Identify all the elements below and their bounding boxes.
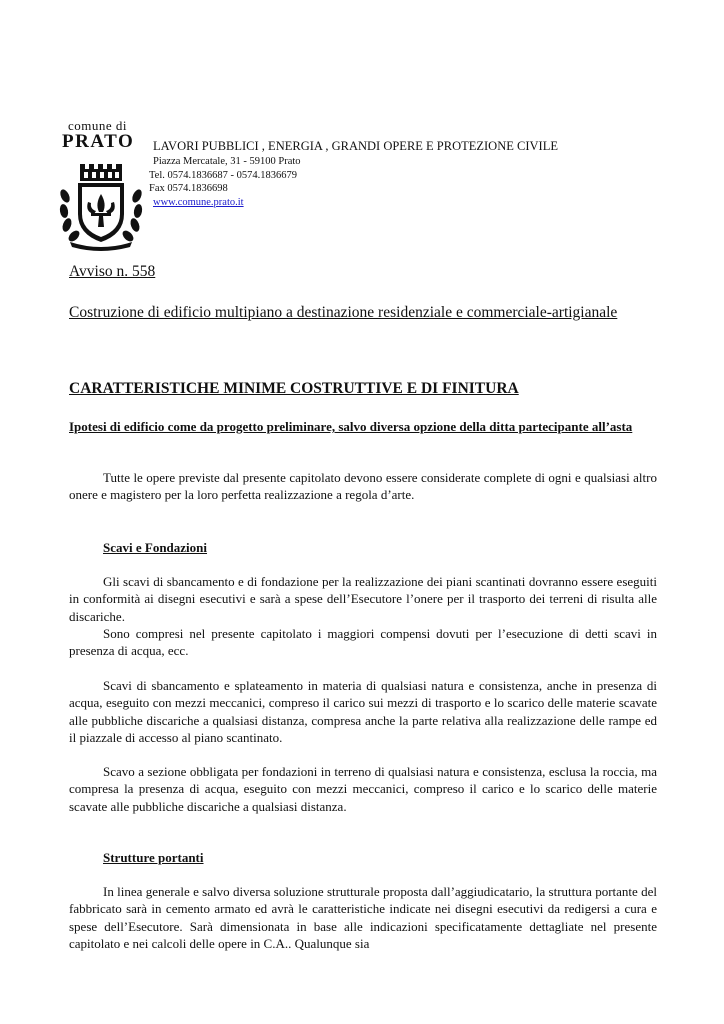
strutture-paragraph-1: In linea generale e salvo diversa soluzione strutturale proposta dall’aggiudicatario, la struttura portante del fabbricato sarà in cemento armato ed avrà le caratteristiche indicate nei disegni esecutivi da redigersi a cura e spese dell’Esecutore. Sarà dimensionata in base alle indicazioni specificatamente dettagliate nel presente capitolato e nei calcoli delle opere in C.A.. Qualunque sia: [69, 884, 657, 951]
scavi-paragraph-4: Scavo a sezione obbligata per fondazioni in terreno di qualsiasi natura e consistenza, esclusa la roccia, ma compresa la presenza di acqua, eseguito con mezzi meccanici, compreso il carico e lo scarico delle materie scavate alle pubbliche discariche a qualsiasi distanza.: [69, 764, 657, 814]
coat-of-arms-icon: [56, 156, 146, 251]
section-title-scavi: Scavi e Fondazioni: [103, 540, 208, 555]
scavi-paragraph-2: Sono compresi nel presente capitolato i maggiori compensi dovuti per l’esecuzione di detti scavi in presenza di acqua, ecc.: [69, 626, 657, 659]
fax-number: Fax 0574.1836698: [149, 183, 228, 194]
scavi-paragraph-3: Scavi di sbancamento e splateamento in materia di qualsiasi natura e consistenza, anche in presenza di acqua, eseguito con mezzi meccanici, compreso il carico sui mezzi di trasporto e lo scarico delle materie scavate alle pubbliche discariche a qualsiasi distanza, compresa anche la parte relativa alla realizzazione delle rampe ed il piazzale di accesso al piano scantinato.: [69, 678, 657, 745]
logo-prato-text: PRATO: [62, 131, 135, 152]
notice-number: Avviso n. 558: [69, 263, 156, 280]
document-heading: CARATTERISTICHE MINIME COSTRUTTIVE E DI FINITURA: [69, 380, 519, 397]
notice-subject: Costruzione di edificio multipiano a destinazione residenziale e commerciale-artigianale: [69, 304, 618, 321]
telephone-numbers: Tel. 0574.1836687 - 0574.1836679: [149, 170, 298, 181]
department-name: LAVORI PUBBLICI , ENERGIA , GRANDI OPERE E PROTEZIONE CIVILE: [153, 139, 558, 153]
scavi-paragraph-1: Gli scavi di sbancamento e di fondazione per la realizzazione dei piani scantinati dovranno essere eseguiti in conformità ai disegni esecutivi e sarà a spese dell’Esecutore l’onere per il trasporto dei terreni di risulta alle discariche.: [69, 574, 657, 624]
office-address: Piazza Mercatale, 31 - 59100 Prato: [153, 156, 301, 167]
logo-comune-text: comune di: [68, 118, 128, 133]
section-title-strutture: Strutture portanti: [103, 850, 204, 865]
intro-paragraph: Tutte le opere previste dal presente capitolato devono essere considerate complete di ogni e qualsiasi altro onere e magistero per la loro perfetta realizzazione a regola d’arte.: [69, 470, 657, 503]
hypothesis-subtitle: Ipotesi di edificio come da progetto preliminare, salvo diversa opzione della ditta partecipante all’asta: [69, 419, 633, 434]
website-link[interactable]: www.comune.prato.it: [153, 197, 244, 208]
